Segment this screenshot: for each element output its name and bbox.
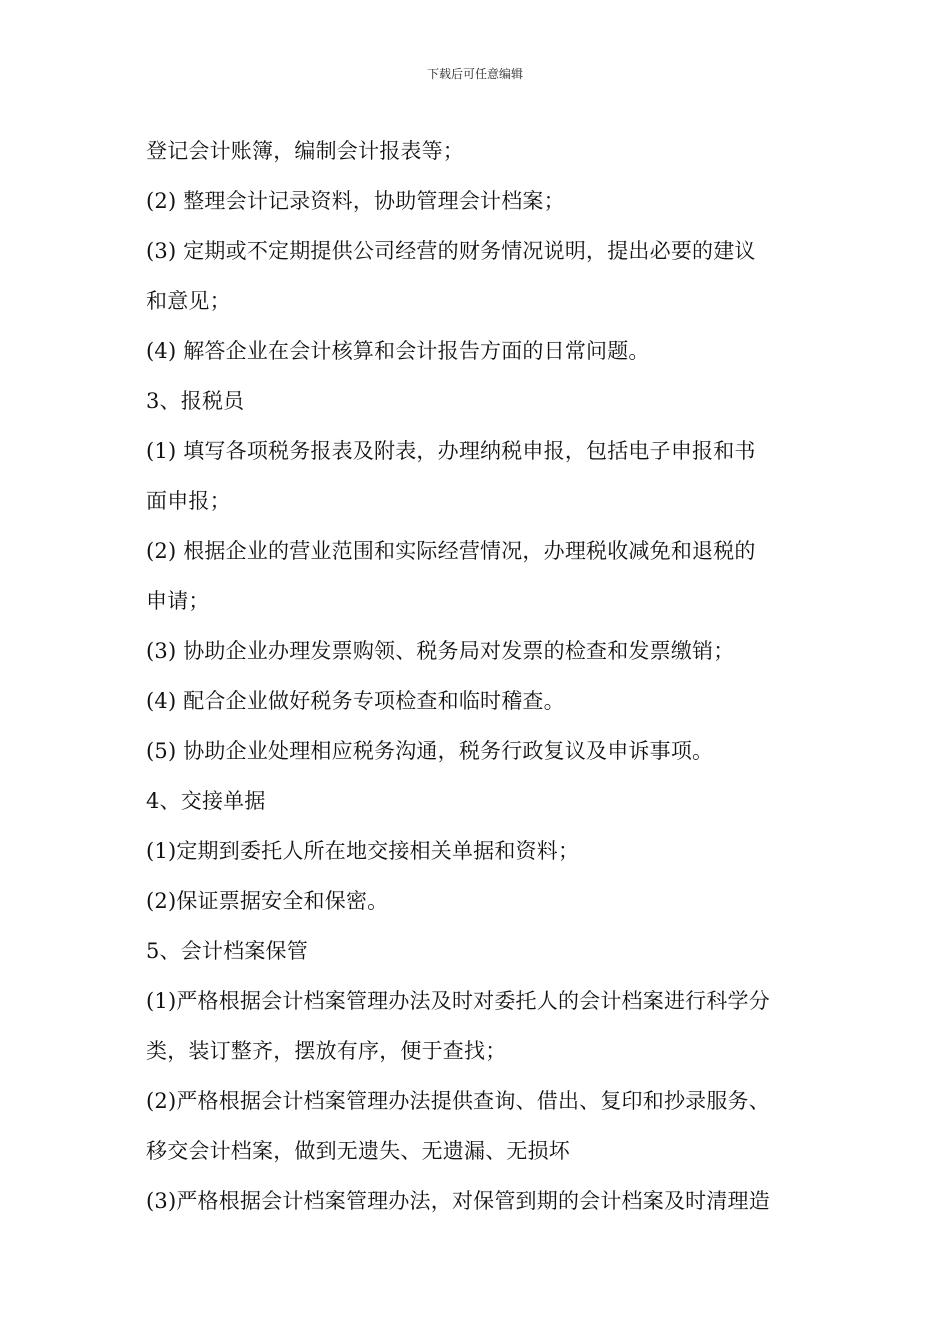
text-line: (5) 协助企业处理相应税务沟通，税务行政复议及申诉事项。 <box>146 739 714 763</box>
document-body <box>146 134 812 1234</box>
text-line: 类，装订整齐，摆放有序，便于查找； <box>146 1039 507 1063</box>
text-line: (2)保证票据安全和保密。 <box>146 889 389 913</box>
text-line: (2) 整理会计记录资料，协助管理会计档案； <box>146 189 565 213</box>
page-header: 下载后可任意编辑 <box>426 67 523 81</box>
text-line: (3)严格根据会计档案管理办法，对保管到期的会计档案及时清理造 <box>146 1189 770 1213</box>
section-heading: 5、会计档案保管 <box>146 939 308 963</box>
section-heading: 3、报税员 <box>146 389 245 413</box>
text-line: (3) 定期或不定期提供公司经营的财务情况说明，提出必要的建议 <box>146 239 756 263</box>
text-line: (3) 协助企业办理发票购领、税务局对发票的检查和发票缴销； <box>146 639 735 663</box>
text-line: 和意见； <box>146 289 231 313</box>
text-line: 登记会计账簿，编制会计报表等； <box>146 139 464 163</box>
text-line: (1) 填写各项税务报表及附表，办理纳税申报，包括电子申报和书 <box>146 439 756 463</box>
text-line: 面申报； <box>146 489 231 513</box>
text-line: (4) 解答企业在会计核算和会计报告方面的日常问题。 <box>146 339 650 363</box>
section-heading: 4、交接单据 <box>146 789 266 813</box>
text-line: 移交会计档案，做到无遗失、无遗漏、无损坏 <box>146 1139 570 1163</box>
text-line: (4) 配合企业做好税务专项检查和临时稽查。 <box>146 689 565 713</box>
text-line: (2)严格根据会计档案管理办法提供查询、借出、复印和抄录服务、 <box>146 1089 770 1113</box>
text-line: (1)定期到委托人所在地交接相关单据和资料； <box>146 839 580 863</box>
text-line: 申请； <box>146 589 210 613</box>
text-line: (2) 根据企业的营业范围和实际经营情况，办理税收减免和退税的 <box>146 539 756 563</box>
text-line: (1)严格根据会计档案管理办法及时对委托人的会计档案进行科学分 <box>146 989 770 1013</box>
